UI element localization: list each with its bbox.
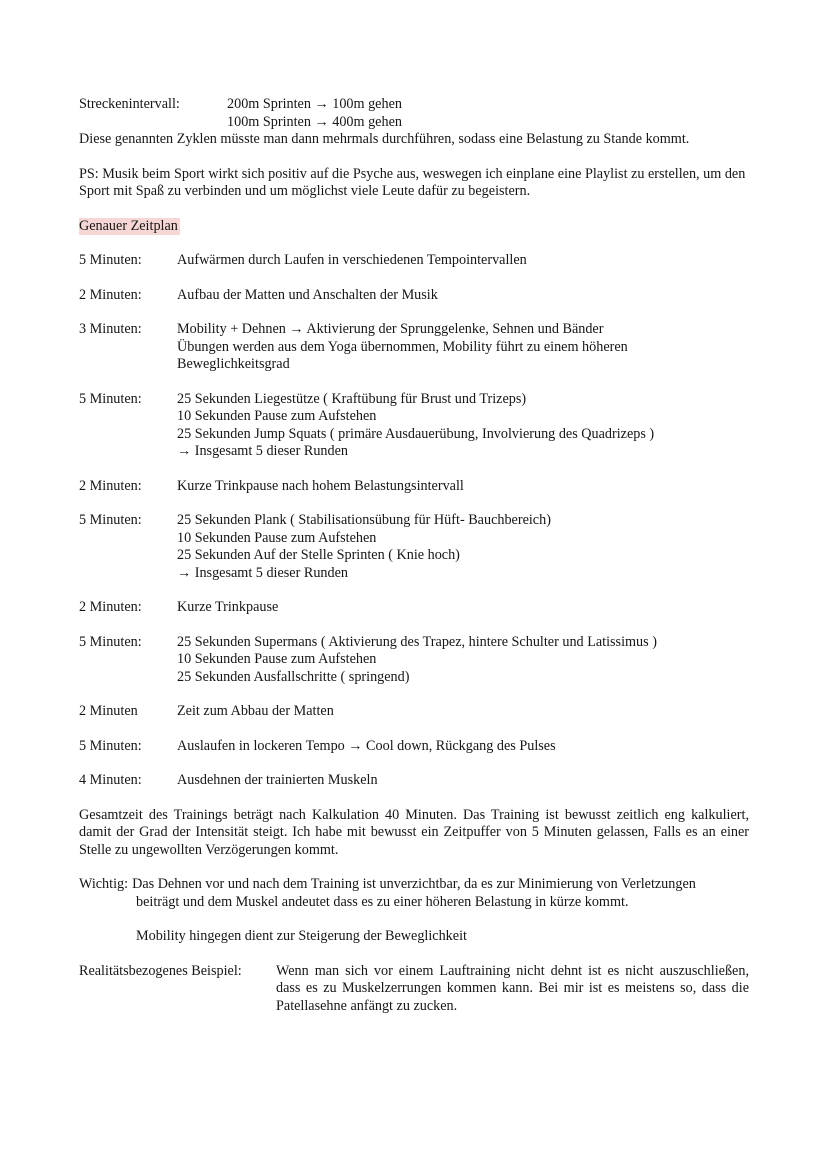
schedule-description [177,738,556,756]
schedule-row [79,738,749,756]
beispiel-label: Realitätsbezogenes Beispiel: [79,962,242,979]
schedule-time: 3 Minuten: [79,321,142,337]
schedule-row [79,287,749,305]
schedule-line: Beweglichkeitsgrad [177,356,290,372]
schedule-description [177,321,628,374]
schedule-line: 25 Sekunden Auf der Stelle Sprinten ( Knie hoch) [177,547,460,563]
schedule-line: Zeit zum Abbau der Matten [177,703,334,719]
schedule-line: → Insgesamt 5 dieser Runden [177,564,349,581]
intervall-line: 100m Sprinten → 400m gehen [227,113,402,130]
schedule-description [177,391,654,461]
schedule-description [177,599,278,617]
schedule-time: 5 Minuten: [79,390,142,407]
schedule-line: 25 Sekunden Ausfallschritte ( springend) [177,668,410,685]
beispiel-text: Wenn man sich vor einem Lauftraining nicht dehnt ist es nicht auszuschließen, dass es zu Muskelzerrungen kommen kann. Bei mir ist es meistens so, dass die Patellasehne anfängt zu zucken. [276,962,749,1014]
schedule-line: Aufbau der Matten und Anschalten der Musik [177,286,438,303]
schedule-row [79,478,749,496]
schedule-line: 25 Sekunden Liegestütze ( Kraftübung für Brust und Trizeps) [177,390,527,407]
schedule-time: 2 Minuten: [79,599,142,615]
schedule-line: 10 Sekunden Pause zum Aufstehen [177,529,377,546]
streckenintervall-label: Streckenintervall: [79,96,180,112]
schedule-row [79,252,749,270]
schedule-line: Aufwärmen durch Laufen in verschiedenen Tempointervallen [177,252,527,268]
schedule-time: 2 Minuten: [79,286,142,303]
intervall-line: 200m Sprinten → 100m gehen [227,96,402,112]
schedule-line: Auslaufen in lockeren Tempo → Cool down, Rückgang des Pulses [177,737,556,754]
mobility-note: Mobility hingegen dient zur Steigerung der Beweglichkeit [136,928,467,944]
schedule-line: 10 Sekunden Pause zum Aufstehen [177,408,377,424]
schedule-line: Mobility + Dehnen → Aktivierung der Sprunggelenke, Sehnen und Bänder [177,321,604,337]
schedule-line: 10 Sekunden Pause zum Aufstehen [177,651,377,667]
schedule-row [79,599,749,617]
schedule-line: → Insgesamt 5 dieser Runden [177,443,349,459]
ps-paragraph: PS: Musik beim Sport wirkt sich positiv auf die Psyche aus, weswegen ich einplane eine Playlist zu erstellen, um den Sport mit Spaß zu verbinden und um möglichst viele Leute dafür zu begeistern. [79,165,746,199]
wichtig-line-1: Das Dehnen vor und nach dem Training ist unverzichtbar, da es zur Minimierung von Verletzungen [132,876,696,892]
wichtig-line-2: beiträgt und dem Muskel andeutet dass es zu einer höheren Belastung in kürze kommt. [136,893,629,910]
schedule-row [79,772,749,790]
schedule-line: Übungen werden aus dem Yoga übernommen, Mobility führt zu einem höheren [177,338,628,355]
schedule-line: 25 Sekunden Supermans ( Aktivierung des Trapez, hintere Schulter und Latissimus ) [177,633,657,650]
beispiel-block [79,963,749,1016]
schedule-line: Kurze Trinkpause [177,599,279,615]
schedule-time: 5 Minuten: [79,737,142,754]
schedule-list [79,252,749,790]
schedule-description [177,287,438,305]
zyklen-paragraph: Diese genannten Zyklen müsste man dann mehrmals durchführen, sodass eine Belastung zu Stande kommt. [79,131,690,147]
schedule-time: 2 Minuten [79,703,138,719]
schedule-time: 5 Minuten: [79,633,142,650]
streckenintervall-block [79,96,749,131]
wichtig-label: Wichtig: [79,876,129,892]
schedule-description [177,772,378,790]
schedule-description [177,512,551,582]
schedule-time: 4 Minuten: [79,772,142,788]
schedule-description [177,634,657,687]
gesamtzeit-paragraph: Gesamtzeit des Trainings beträgt nach Kalkulation 40 Minuten. Das Training ist bewusst zeitlich eng kalkuliert, damit der Grad der Intensität steigt. Ich habe mit bewusst ein Zeitpuffer von 5 Minuten gelassen, Falls es an einer Stelle zu ungewollten Verzögerungen kommt. [79,806,749,858]
schedule-time: 5 Minuten: [79,512,142,528]
schedule-row [79,391,749,461]
schedule-line: 25 Sekunden Plank ( Stabilisationsübung für Hüft- Bauchbereich) [177,512,551,528]
document-page [79,96,749,1015]
schedule-row [79,321,749,374]
schedule-line: Kurze Trinkpause nach hohem Belastungsintervall [177,477,464,494]
schedule-description [177,478,464,496]
wichtig-block [79,876,749,894]
schedule-row [79,634,749,687]
schedule-row [79,703,749,721]
schedule-line: Ausdehnen der trainierten Muskeln [177,772,378,788]
schedule-time: 5 Minuten: [79,252,142,268]
schedule-description [177,252,527,270]
schedule-row [79,512,749,582]
zeitplan-heading: Genauer Zeitplan [79,217,178,234]
schedule-time: 2 Minuten: [79,477,142,494]
schedule-description [177,703,334,721]
streckenintervall-lines [227,96,402,131]
schedule-line: 25 Sekunden Jump Squats ( primäre Ausdauerübung, Involvierung des Quadrizeps ) [177,425,655,442]
